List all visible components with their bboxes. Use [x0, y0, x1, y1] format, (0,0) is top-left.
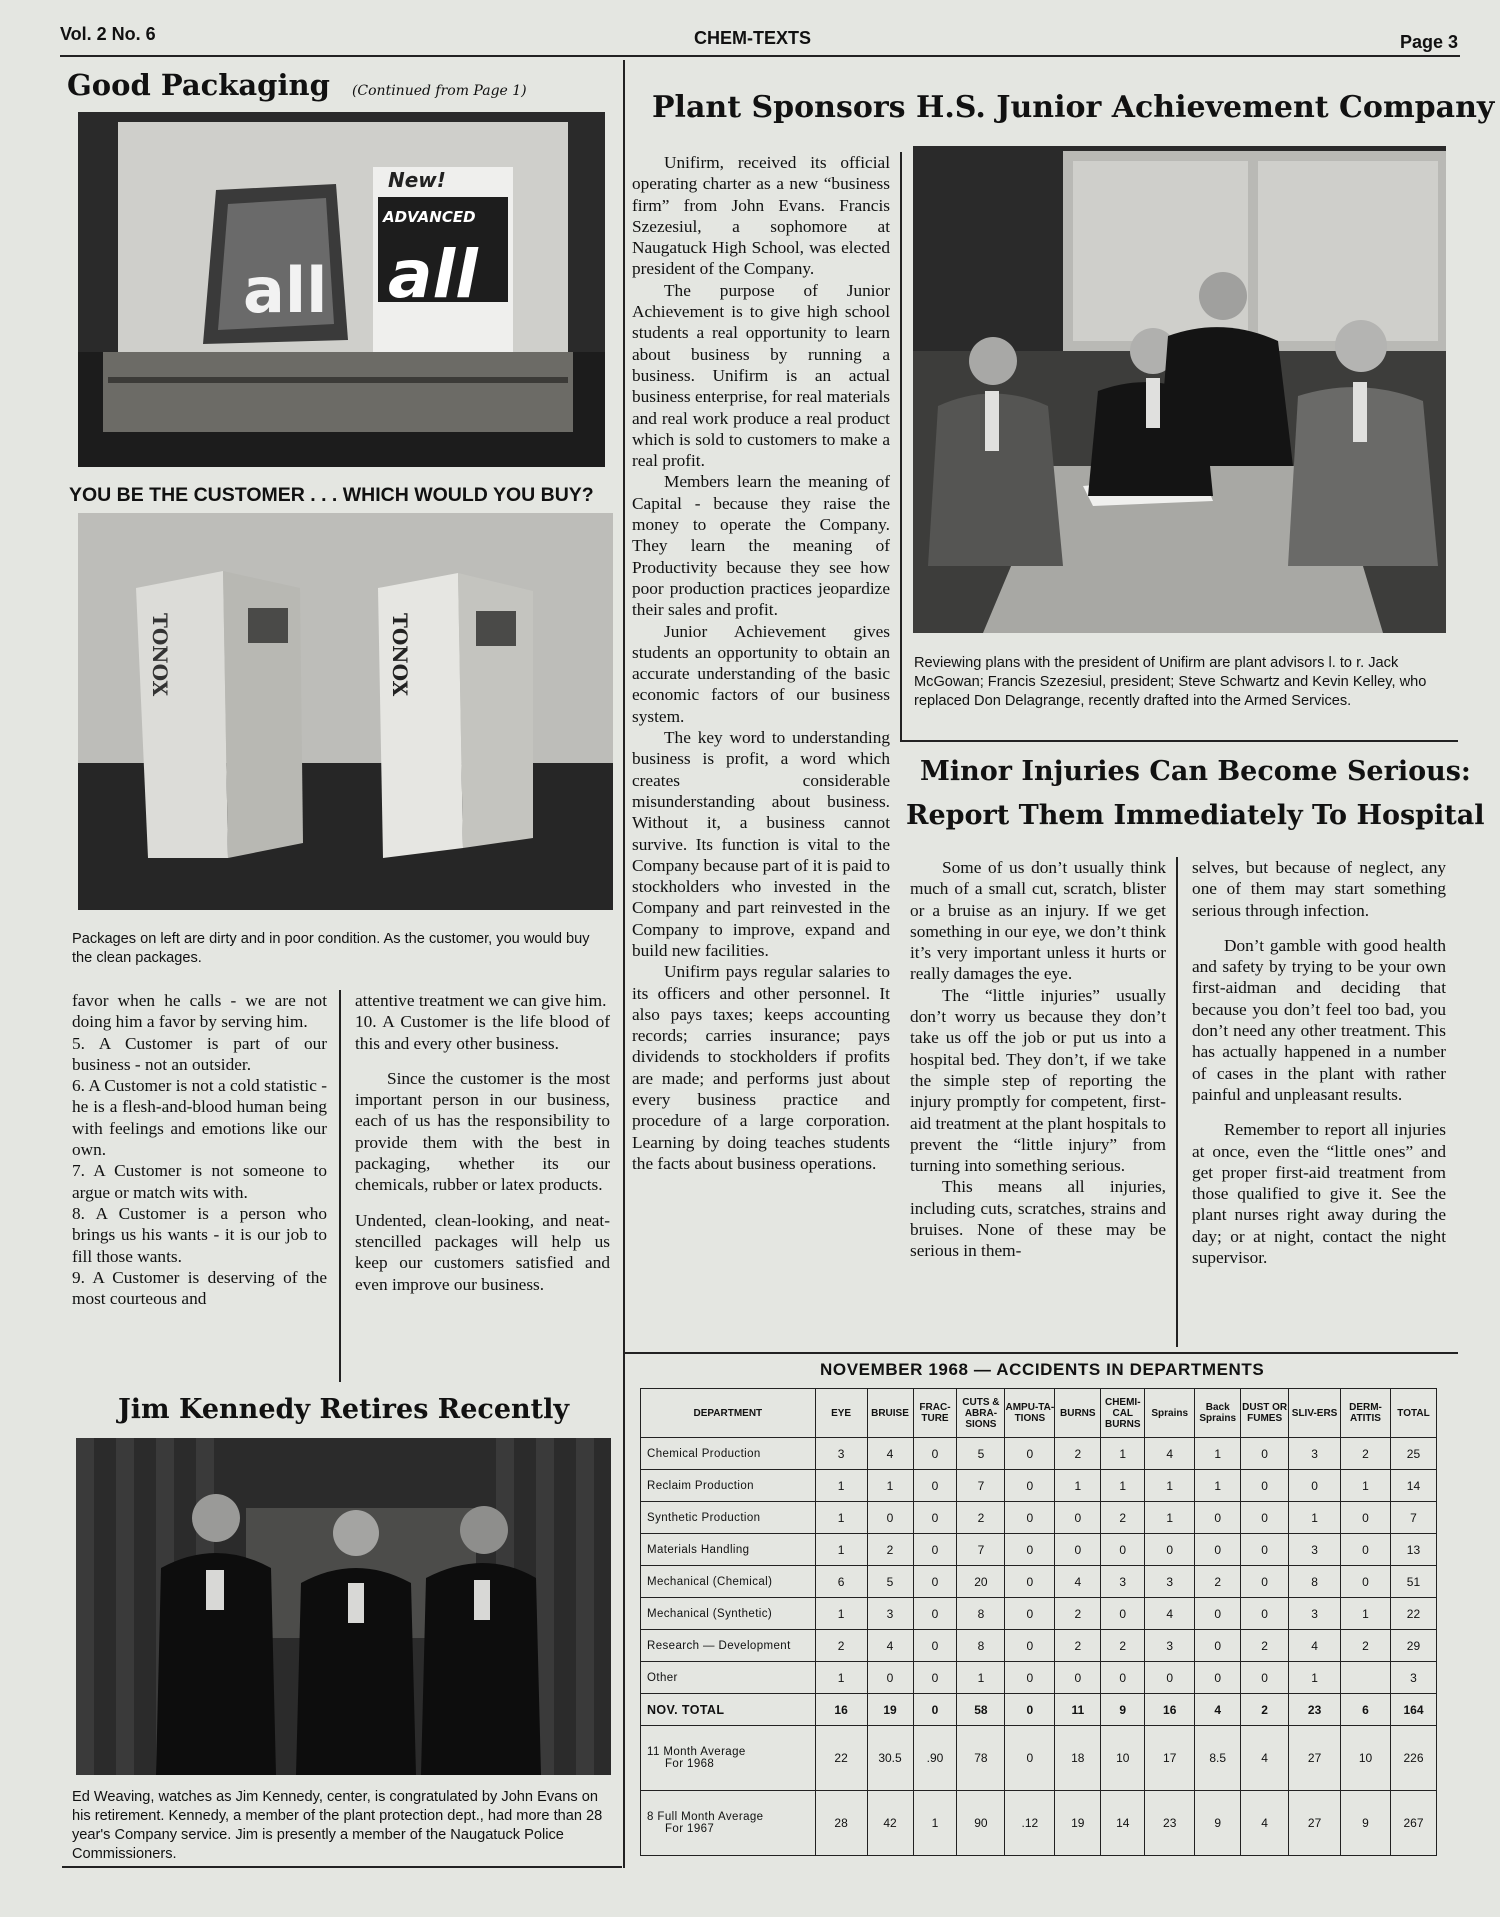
- table-cell: 1: [1101, 1438, 1145, 1470]
- table-cell: 14: [1390, 1470, 1436, 1502]
- injuries-headline-line1: Minor Injuries Can Become Serious:: [920, 756, 1471, 787]
- table-cell: 3: [1145, 1630, 1195, 1662]
- table-header-4: CUTS & ABRA-SIONS: [957, 1389, 1005, 1438]
- table-cell: 1: [1289, 1662, 1341, 1694]
- packaging-headline: Good Packaging (Continued from Page 1): [67, 68, 527, 102]
- table-cell: 4: [1289, 1630, 1341, 1662]
- table-cell: 0: [1241, 1566, 1289, 1598]
- injuries-col1-p2: The “little injuries” usually don’t worry us because they don’t take us off the job or put us into a hospital bed. They don’t, if we take the simple step of reporting the injury promptly for competent, first-aid treatment at the plant hospitals to prevent the “little injury” from turning into something serious.: [910, 985, 1166, 1176]
- table-cell: 3: [1390, 1662, 1436, 1694]
- table-cell: 1: [815, 1502, 867, 1534]
- all-logo-clean: all: [388, 236, 478, 313]
- table-cell: 0: [913, 1502, 957, 1534]
- table-cell: 2: [867, 1534, 913, 1566]
- page-number: Page 3: [1400, 32, 1459, 52]
- table-cell: 51: [1390, 1566, 1436, 1598]
- table-cell: 0: [1241, 1662, 1289, 1694]
- kennedy-photo-caption: Ed Weaving, watches as Jim Kennedy, center, is congratulated by John Evans on his retirement. Kennedy, a member of the plant protection dept., had more than 28 year's Company service. Jim is presently a member of the Naugatuck Police Commissioners.: [72, 1789, 603, 1862]
- table-cell: 17: [1145, 1726, 1195, 1791]
- table-header-11: SLIV-ERS: [1289, 1389, 1341, 1438]
- table-cell: .12: [1005, 1791, 1055, 1856]
- table-cell: 5: [957, 1438, 1005, 1470]
- table-header-10: DUST OR FUMES: [1241, 1389, 1289, 1438]
- table-row-label: Materials Handling: [641, 1534, 816, 1566]
- table-cell: 0: [1005, 1598, 1055, 1630]
- newsletter-title: CHEM-TEXTS: [694, 28, 811, 48]
- accident-table-title: NOVEMBER 1968 — ACCIDENTS IN DEPARTMENTS: [820, 1360, 1265, 1379]
- injuries-col1-p3: This means all injuries, including cuts, scratches, strains and bruises. None of these may be serious in them-: [910, 1177, 1166, 1261]
- injuries-headline-line2: Report Them Immediately To Hospital: [906, 800, 1485, 831]
- table-cell: 1: [1145, 1470, 1195, 1502]
- table-cell: 0: [1341, 1502, 1391, 1534]
- packaging-column-1: [72, 990, 327, 1309]
- table-cell: 0: [913, 1598, 957, 1630]
- table-cell: 8: [1289, 1566, 1341, 1598]
- table-cell: 0: [1341, 1566, 1391, 1598]
- table-cell: 2: [1341, 1438, 1391, 1470]
- table-cell: 7: [957, 1470, 1005, 1502]
- table-top-rule: [624, 1352, 1458, 1354]
- achievement-p1: Unifirm, received its official operating charter as a new “business firm” from John Evans. Francis Szezesiul, a sophomore at Naugatuck High School, was elected president of the Company.: [632, 153, 890, 279]
- table-cell: 0: [1145, 1534, 1195, 1566]
- table-cell: 3: [1289, 1598, 1341, 1630]
- table-header-5: AMPU-TA-TIONS: [1005, 1389, 1055, 1438]
- table-cell: 7: [957, 1534, 1005, 1566]
- table-cell: 8: [957, 1630, 1005, 1662]
- table-cell: 1: [867, 1470, 913, 1502]
- table-cell: 8.5: [1195, 1726, 1241, 1791]
- table-cell: 0: [1005, 1438, 1055, 1470]
- table-cell: 0: [1241, 1470, 1289, 1502]
- table-header-0: DEPARTMENT: [641, 1389, 816, 1438]
- table-cell: 16: [815, 1694, 867, 1726]
- table-cell: 4: [1055, 1566, 1101, 1598]
- table-cell: 23: [1289, 1694, 1341, 1726]
- table-cell: 0: [1005, 1662, 1055, 1694]
- table-cell: 0: [913, 1566, 957, 1598]
- achievement-p4: Junior Achievement gives students an opportunity to obtain an accurate understanding of the basic economic factors of our business system.: [632, 621, 890, 726]
- table-row: [641, 1470, 1437, 1502]
- table-cell: 2: [1195, 1566, 1241, 1598]
- table-row-label: [641, 1791, 816, 1856]
- table-cell: .90: [913, 1726, 957, 1791]
- injuries-col1-p1: Some of us don’t usually think much of a small cut, scratch, blister or a bruise as an injury. If we get something in our eye, we don’t think it’s very important unless it hurts or really damages the eye.: [910, 858, 1166, 984]
- table-cell: 3: [1101, 1566, 1145, 1598]
- table-cell: 0: [1101, 1598, 1145, 1630]
- table-cell: 0: [1145, 1662, 1195, 1694]
- table-row-label: Chemical Production: [641, 1438, 816, 1470]
- new-label: New!: [388, 168, 446, 192]
- table-cell: 5: [867, 1566, 913, 1598]
- table-row-label: Synthetic Production: [641, 1502, 816, 1534]
- table-cell: 1: [957, 1662, 1005, 1694]
- achievement-p5: The key word to understanding business is profit, a word which creates considerable misunderstanding about business. Without it, a business cannot survive. Its function is vital to the Company because part of it is paid to stockholders who invested in the Company and part reinvested in the Company to improve, expand and build new facilities.: [632, 728, 890, 960]
- table-cell: 42: [867, 1791, 913, 1856]
- kennedy-headline: Jim Kennedy Retires Recently: [118, 1394, 570, 1425]
- table-cell: 3: [1289, 1534, 1341, 1566]
- table-header-6: BURNS: [1055, 1389, 1101, 1438]
- table-cell: 1: [815, 1534, 867, 1566]
- column-divider: [623, 60, 625, 1868]
- all-logo-dented: all: [243, 254, 328, 327]
- packaging-col1-p2: 5. A Customer is part of our business - not an outsider.: [72, 1033, 327, 1074]
- table-cell: 10: [1101, 1726, 1145, 1791]
- table-cell: 0: [1241, 1438, 1289, 1470]
- table-cell: 164: [1390, 1694, 1436, 1726]
- table-header-2: BRUISE: [867, 1389, 913, 1438]
- table-header-13: TOTAL: [1390, 1389, 1436, 1438]
- table-cell: 25: [1390, 1438, 1436, 1470]
- table-cell: 0: [1289, 1470, 1341, 1502]
- advanced-label: ADVANCED: [383, 208, 476, 226]
- table-cell: [1341, 1662, 1391, 1694]
- table-cell: 0: [1055, 1502, 1101, 1534]
- bottom-rule-left: [62, 1866, 622, 1868]
- table-row-label-line: 8 Full Month Average: [647, 1811, 764, 1823]
- table-cell: 226: [1390, 1726, 1436, 1791]
- photo-detergent-boxes: [78, 112, 605, 467]
- packaging-col2-p1: attentive treatment we can give him.: [355, 991, 607, 1010]
- table-cell: 1: [1055, 1470, 1101, 1502]
- table-cell: 4: [1145, 1438, 1195, 1470]
- packaging-col2-p2: 10. A Customer is the life blood of this and every other business.: [355, 1012, 610, 1053]
- table-header-12: DERM-ATITIS: [1341, 1389, 1391, 1438]
- table-row-label: NOV. TOTAL: [641, 1694, 816, 1726]
- achievement-headline: Plant Sponsors H.S. Junior Achievement Company: [652, 90, 1495, 125]
- table-cell: 1: [1341, 1598, 1391, 1630]
- table-cell: 4: [867, 1438, 913, 1470]
- table-cell: 2: [1241, 1630, 1289, 1662]
- table-cell: 0: [1241, 1502, 1289, 1534]
- customer-prompt: YOU BE THE CUSTOMER . . . WHICH WOULD YOU BUY?: [69, 484, 594, 506]
- table-cell: 1: [1289, 1502, 1341, 1534]
- table-cell: 0: [1195, 1534, 1241, 1566]
- table-cell: 14: [1101, 1791, 1145, 1856]
- table-cell: 0: [867, 1662, 913, 1694]
- table-cell: 4: [867, 1630, 913, 1662]
- table-cell: 8: [957, 1598, 1005, 1630]
- table-avg-1968-row: [641, 1726, 1437, 1791]
- table-cell: 0: [913, 1534, 957, 1566]
- table-cell: 0: [1195, 1502, 1241, 1534]
- table-cell: 1: [1101, 1470, 1145, 1502]
- table-cell: 22: [1390, 1598, 1436, 1630]
- table-cell: 2: [1101, 1630, 1145, 1662]
- achievement-bottom-rule: [902, 740, 1458, 742]
- table-cell: 2: [1101, 1502, 1145, 1534]
- table-cell: 1: [1195, 1438, 1241, 1470]
- table-cell: 0: [1101, 1534, 1145, 1566]
- table-row: [641, 1630, 1437, 1662]
- table-cell: 4: [1195, 1694, 1241, 1726]
- table-row: [641, 1438, 1437, 1470]
- table-cell: 4: [1145, 1598, 1195, 1630]
- achievement-column-divider: [900, 152, 902, 742]
- table-header-3: FRAC-TURE: [913, 1389, 957, 1438]
- table-header-8: Sprains: [1145, 1389, 1195, 1438]
- table-cell: 11: [1055, 1694, 1101, 1726]
- table-cell: 1: [913, 1791, 957, 1856]
- table-header-1: EYE: [815, 1389, 867, 1438]
- table-header-9: Back Sprains: [1195, 1389, 1241, 1438]
- table-row-label: Research — Development: [641, 1630, 816, 1662]
- tonox-label-left: TONOX: [148, 613, 172, 697]
- table-cell: 0: [1241, 1534, 1289, 1566]
- table-cell: 1: [1341, 1470, 1391, 1502]
- table-row-label-line: For 1968: [665, 1758, 715, 1770]
- table-cell: 2: [1341, 1630, 1391, 1662]
- table-cell: 0: [1005, 1502, 1055, 1534]
- table-cell: 3: [1289, 1438, 1341, 1470]
- tonox-label-right: TONOX: [388, 613, 412, 697]
- table-row: [641, 1502, 1437, 1534]
- achievement-article: [632, 152, 890, 1174]
- table-row: [641, 1662, 1437, 1694]
- table-cell: 22: [815, 1726, 867, 1791]
- table-cell: 16: [1145, 1694, 1195, 1726]
- photo-unifirm-meeting: [913, 146, 1446, 633]
- table-cell: 0: [1101, 1662, 1145, 1694]
- photo-tonox-packages: [78, 513, 613, 910]
- table-cell: 0: [1005, 1534, 1055, 1566]
- table-cell: 0: [913, 1662, 957, 1694]
- table-cell: 267: [1390, 1791, 1436, 1856]
- achievement-photo-caption: Reviewing plans with the president of Unifirm are plant advisors l. to r. Jack McGowan; Francis Szezesiul, president; Steve Schwartz and Kevin Kelley, who replaced Don Delagrange, recently drafted into the Armed Services.: [914, 655, 1427, 709]
- table-header-row: [641, 1389, 1437, 1438]
- table-cell: 7: [1390, 1502, 1436, 1534]
- table-cell: 1: [815, 1662, 867, 1694]
- table-cell: 0: [1055, 1662, 1101, 1694]
- table-row-label: Reclaim Production: [641, 1470, 816, 1502]
- table-cell: 2: [1241, 1694, 1289, 1726]
- table-cell: 2: [815, 1630, 867, 1662]
- table-row: [641, 1566, 1437, 1598]
- injuries-column-divider: [1176, 857, 1178, 1347]
- packaging-col2-p3: Since the customer is the most important person in our business, each of us has the responsibility to provide them with the best in packaging, whether its our chemicals, rubber or latex products.: [355, 1068, 610, 1195]
- accident-table: [640, 1388, 1437, 1856]
- table-cell: 10: [1341, 1726, 1391, 1791]
- table-row-label: [641, 1726, 816, 1791]
- table-cell: 19: [1055, 1791, 1101, 1856]
- table-cell: 0: [867, 1502, 913, 1534]
- table-cell: 0: [1005, 1470, 1055, 1502]
- table-cell: 19: [867, 1694, 913, 1726]
- table-cell: 0: [1241, 1598, 1289, 1630]
- table-cell: 20: [957, 1566, 1005, 1598]
- table-cell: 0: [1195, 1598, 1241, 1630]
- table-cell: 0: [1005, 1630, 1055, 1662]
- table-cell: 0: [1005, 1566, 1055, 1598]
- table-cell: 0: [1055, 1534, 1101, 1566]
- table-cell: 78: [957, 1726, 1005, 1791]
- photo-kennedy-retirement: [76, 1438, 611, 1775]
- table-cell: 2: [1055, 1598, 1101, 1630]
- table-cell: 0: [913, 1438, 957, 1470]
- table-cell: 0: [913, 1694, 957, 1726]
- table-cell: 3: [867, 1598, 913, 1630]
- table-row-label-line: 11 Month Average: [647, 1746, 746, 1758]
- table-cell: 13: [1390, 1534, 1436, 1566]
- table-cell: 58: [957, 1694, 1005, 1726]
- achievement-p3: Members learn the meaning of Capital - because they raise the money to operate the Company. They learn the meaning of Productivity because they see how poor production practices jeopardize their sales and profit.: [632, 472, 890, 620]
- table-cell: 30.5: [867, 1726, 913, 1791]
- table-cell: 1: [815, 1470, 867, 1502]
- continued-note: (Continued from Page 1): [351, 83, 527, 99]
- table-row: [641, 1534, 1437, 1566]
- table-cell: 0: [1195, 1630, 1241, 1662]
- table-cell: 9: [1195, 1791, 1241, 1856]
- table-cell: 9: [1101, 1694, 1145, 1726]
- injuries-col2-p2: Don’t gamble with good health and safety by trying to be your own first-aidman and deciding that because you don’t feel too bad, you don’t need any other treatment. This has actually happened in a number of cases in the plant with rather painful and unpleasant results.: [1192, 935, 1446, 1104]
- table-cell: 29: [1390, 1630, 1436, 1662]
- table-cell: 0: [1005, 1726, 1055, 1791]
- packaging-photo-caption: Packages on left are dirty and in poor condition. As the customer, you would buy the clean packages.: [72, 931, 590, 966]
- table-row: [641, 1598, 1437, 1630]
- table-header-7: CHEMI-CAL BURNS: [1101, 1389, 1145, 1438]
- packaging-col1-p3: 6. A Customer is not a cold statistic - he is a flesh-and-blood human being with feelings and emotions like our own.: [72, 1076, 327, 1160]
- table-cell: 6: [815, 1566, 867, 1598]
- packaging-col1-p4: 7. A Customer is not someone to argue or match wits with.: [72, 1161, 327, 1202]
- table-cell: 28: [815, 1791, 867, 1856]
- table-cell: 23: [1145, 1791, 1195, 1856]
- table-cell: 1: [815, 1598, 867, 1630]
- packaging-column-2: [355, 990, 610, 1295]
- table-cell: 4: [1241, 1791, 1289, 1856]
- table-cell: 3: [1145, 1566, 1195, 1598]
- injuries-column-1: [910, 857, 1166, 1262]
- packaging-col1-p6: 9. A Customer is deserving of the most courteous and: [72, 1267, 327, 1309]
- achievement-p2: The purpose of Junior Achievement is to give high school students a real opportunity to learn about business by running a business. Unifirm is an actual business enterprise, for real materials and real work produce a real product which is sold to customers to make a real profit.: [632, 280, 890, 471]
- table-cell: 6: [1341, 1694, 1391, 1726]
- table-cell: 27: [1289, 1791, 1341, 1856]
- masthead-rule: [60, 55, 1460, 57]
- table-cell: 0: [1195, 1662, 1241, 1694]
- table-cell: 0: [1005, 1694, 1055, 1726]
- table-row-label: Mechanical (Chemical): [641, 1566, 816, 1598]
- packaging-col1-p1: favor when he calls - we are not doing him a favor by serving him.: [72, 991, 327, 1032]
- table-cell: 2: [1055, 1438, 1101, 1470]
- table-cell: 2: [957, 1502, 1005, 1534]
- issue-number: Vol. 2 No. 6: [60, 24, 156, 44]
- packaging-column-divider: [339, 990, 341, 1382]
- packaging-col1-p5: 8. A Customer is a person who brings us his wants - it is our job to fill those wants.: [72, 1203, 327, 1266]
- table-cell: 4: [1241, 1726, 1289, 1791]
- table-row-label-line: For 1967: [665, 1823, 715, 1835]
- table-cell: 0: [1341, 1534, 1391, 1566]
- table-cell: 18: [1055, 1726, 1101, 1791]
- injuries-col2-p1: selves, but because of neglect, any one of them may start something serious through infection.: [1192, 858, 1446, 920]
- table-cell: 90: [957, 1791, 1005, 1856]
- injuries-col2-p3: Remember to report all injuries at once, even the “little ones” and get proper first-aid treatment from those qualified to give it. See the plant nurses right away during the day; or at night, contact the night supervisor.: [1192, 1120, 1446, 1268]
- table-cell: 9: [1341, 1791, 1391, 1856]
- table-total-row: [641, 1694, 1437, 1726]
- table-cell: 2: [1055, 1630, 1101, 1662]
- table-row-label: Mechanical (Synthetic): [641, 1598, 816, 1630]
- table-cell: 0: [913, 1630, 957, 1662]
- packaging-col2-p4: Undented, clean-looking, and neat-stencilled packages will help us keep our customers satisfied and even improve our business.: [355, 1210, 610, 1294]
- table-avg-1967-row: [641, 1791, 1437, 1856]
- achievement-p6: Unifirm pays regular salaries to its officers and other personnel. It also pays taxes; keeps accounting records; carries insurance; pays dividends to stockholders if profits are made; and performs just about every business practice and procedure of a large corporation. Learning by doing teaches students the facts about business operations.: [632, 962, 890, 1173]
- table-cell: 1: [1195, 1470, 1241, 1502]
- injuries-column-2: [1192, 857, 1446, 1268]
- table-cell: 27: [1289, 1726, 1341, 1791]
- table-cell: 0: [913, 1470, 957, 1502]
- table-row-label: Other: [641, 1662, 816, 1694]
- table-cell: 1: [1145, 1502, 1195, 1534]
- table-cell: 3: [815, 1438, 867, 1470]
